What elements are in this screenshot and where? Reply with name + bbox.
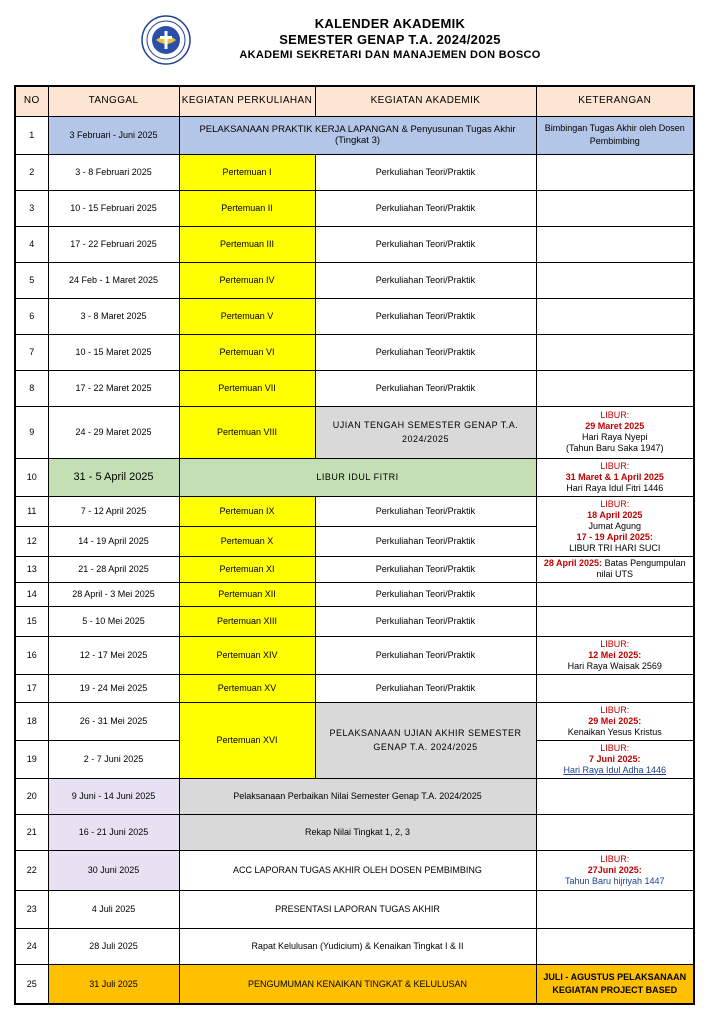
row-kegiatan-perkuliahan: Pertemuan XV xyxy=(179,674,315,702)
ket-desc: LIBUR TRI HARI SUCI xyxy=(569,542,661,553)
table-row xyxy=(15,496,694,526)
table-row xyxy=(15,262,694,298)
row-tanggal: 28 April - 3 Mei 2025 xyxy=(48,582,179,606)
ket-label: LIBUR: xyxy=(600,460,630,471)
row-kegiatan-perkuliahan: Pertemuan I xyxy=(179,154,315,190)
table-row xyxy=(15,190,694,226)
row-activity: LIBUR IDUL FITRI xyxy=(179,458,536,496)
row-no: 2 xyxy=(15,154,48,190)
row-tanggal: 3 Februari - Juni 2025 xyxy=(48,116,179,154)
row-no: 20 xyxy=(15,778,48,814)
row-keterangan xyxy=(536,226,694,262)
row-kegiatan-perkuliahan: Pertemuan VI xyxy=(179,334,315,370)
row-no: 16 xyxy=(15,636,48,674)
table-row xyxy=(15,458,694,496)
row-tanggal: 26 - 31 Mei 2025 xyxy=(48,702,179,740)
row-no: 19 xyxy=(15,740,48,778)
table-row xyxy=(15,606,694,636)
col-header-keterangan: KETERANGAN xyxy=(536,86,694,116)
table-row xyxy=(15,154,694,190)
table-row xyxy=(15,298,694,334)
title-line-1: KALENDER AKADEMIK xyxy=(314,16,466,31)
ket-date: 17 - 19 April 2025: xyxy=(576,531,653,542)
row-kegiatan-akademik: Perkuliahan Teori/Praktik xyxy=(315,334,536,370)
ket-desc: Hari Raya Nyepi xyxy=(581,432,648,442)
row-kegiatan-perkuliahan: Pertemuan IV xyxy=(179,262,315,298)
ket-desc: Jumat Agung xyxy=(588,520,642,531)
row-tanggal: 3 - 8 Februari 2025 xyxy=(48,154,179,190)
row-keterangan xyxy=(536,190,694,226)
row-no: 1 xyxy=(15,116,48,154)
row-no: 24 xyxy=(15,928,48,964)
col-header-kegiatan-akademik: KEGIATAN AKADEMIK xyxy=(315,86,536,116)
table-row xyxy=(15,334,694,370)
table-row xyxy=(15,702,694,740)
row-tanggal: 31 Juli 2025 xyxy=(48,964,179,1004)
ket-date: 29 Mei 2025: xyxy=(588,715,642,726)
ket-desc: Kenaikan Yesus Kristus xyxy=(567,726,662,737)
row-kegiatan-perkuliahan: Pertemuan X xyxy=(179,526,315,556)
row-kegiatan-akademik: PELAKSANAAN UJIAN AKHIR SEMESTER GENAP T.A. 2024/2025 xyxy=(315,702,536,778)
row-no: 11 xyxy=(15,496,48,526)
row-tanggal: 4 Juli 2025 xyxy=(48,890,179,928)
row-keterangan xyxy=(536,814,694,850)
row-tanggal: 24 - 29 Maret 2025 xyxy=(48,406,179,458)
ket-date: 31 Maret & 1 April 2025 xyxy=(565,471,664,482)
row-no: 25 xyxy=(15,964,48,1004)
ket-date: 7 Juni 2025: xyxy=(588,753,641,764)
row-keterangan xyxy=(536,636,694,674)
table-row xyxy=(15,370,694,406)
row-kegiatan-perkuliahan: Pertemuan V xyxy=(179,298,315,334)
row-kegiatan-perkuliahan: Pertemuan VII xyxy=(179,370,315,406)
table-row xyxy=(15,674,694,702)
row-no: 18 xyxy=(15,702,48,740)
row-kegiatan-akademik: Perkuliahan Teori/Praktik xyxy=(315,370,536,406)
row-no: 21 xyxy=(15,814,48,850)
ket-label: LIBUR: xyxy=(600,853,630,864)
ket-date: 29 Maret 2025 xyxy=(585,421,645,431)
row-kegiatan-akademik: Perkuliahan Teori/Praktik xyxy=(315,190,536,226)
row-kegiatan-perkuliahan: Pertemuan III xyxy=(179,226,315,262)
table-row xyxy=(15,226,694,262)
row-tanggal: 24 Feb - 1 Maret 2025 xyxy=(48,262,179,298)
ket-desc: Hari Raya Waisak 2569 xyxy=(567,660,662,671)
row-tanggal: 19 - 24 Mei 2025 xyxy=(48,674,179,702)
ket-label: LIBUR: xyxy=(600,498,630,509)
ket-label: LIBUR: xyxy=(600,704,630,715)
row-no: 17 xyxy=(15,674,48,702)
row-kegiatan-akademik: UJIAN TENGAH SEMESTER GENAP T.A. 2024/2025 xyxy=(315,406,536,458)
row-no: 12 xyxy=(15,526,48,556)
table-row xyxy=(15,814,694,850)
row-no: 5 xyxy=(15,262,48,298)
row-keterangan xyxy=(536,928,694,964)
row-tanggal: 31 - 5 April 2025 xyxy=(48,458,179,496)
table-row xyxy=(15,556,694,582)
academy-seal-logo xyxy=(140,14,192,66)
row-tanggal: 10 - 15 Februari 2025 xyxy=(48,190,179,226)
row-activity: PELAKSANAAN PRAKTIK KERJA LAPANGAN & Penyusunan Tugas Akhir (Tingkat 3) xyxy=(179,116,536,154)
table-row xyxy=(15,778,694,814)
row-kegiatan-perkuliahan: Pertemuan XVI xyxy=(179,702,315,778)
row-kegiatan-perkuliahan: Pertemuan II xyxy=(179,190,315,226)
row-no: 7 xyxy=(15,334,48,370)
row-keterangan xyxy=(536,740,694,778)
row-tanggal: 9 Juni - 14 Juni 2025 xyxy=(48,778,179,814)
row-tanggal: 3 - 8 Maret 2025 xyxy=(48,298,179,334)
row-activity: Pelaksanaan Perbaikan Nilai Semester Genap T.A. 2024/2025 xyxy=(179,778,536,814)
row-kegiatan-perkuliahan: Pertemuan VIII xyxy=(179,406,315,458)
ket-desc: (Tahun Baru Saka 1947) xyxy=(565,443,664,453)
row-kegiatan-akademik: Perkuliahan Teori/Praktik xyxy=(315,556,536,582)
row-keterangan xyxy=(536,458,694,496)
row-tanggal: 21 - 28 April 2025 xyxy=(48,556,179,582)
row-no: 22 xyxy=(15,850,48,890)
row-keterangan xyxy=(536,674,694,702)
ket-label: LIBUR: xyxy=(600,638,630,649)
col-header-no: NO xyxy=(15,86,48,116)
row-keterangan: JULI - AGUSTUS PELAKSANAAN KEGIATAN PROJECT BASED xyxy=(536,964,694,1004)
row-tanggal: 7 - 12 April 2025 xyxy=(48,496,179,526)
row-kegiatan-akademik: Perkuliahan Teori/Praktik xyxy=(315,154,536,190)
row-no: 15 xyxy=(15,606,48,636)
row-kegiatan-perkuliahan: Pertemuan XII xyxy=(179,582,315,606)
ket-label: LIBUR: xyxy=(600,742,630,753)
table-row xyxy=(15,890,694,928)
row-kegiatan-perkuliahan: Pertemuan XIII xyxy=(179,606,315,636)
row-kegiatan-perkuliahan: Pertemuan XI xyxy=(179,556,315,582)
ket-date: 18 April 2025 xyxy=(587,509,643,520)
row-kegiatan-akademik: Perkuliahan Teori/Praktik xyxy=(315,496,536,526)
row-kegiatan-perkuliahan: Pertemuan IX xyxy=(179,496,315,526)
row-kegiatan-akademik: Perkuliahan Teori/Praktik xyxy=(315,226,536,262)
row-keterangan xyxy=(536,890,694,928)
row-activity: ACC LAPORAN TUGAS AKHIR OLEH DOSEN PEMBIMBING xyxy=(179,850,536,890)
row-kegiatan-perkuliahan: Pertemuan XIV xyxy=(179,636,315,674)
row-tanggal: 10 - 15 Maret 2025 xyxy=(48,334,179,370)
row-tanggal: 14 - 19 April 2025 xyxy=(48,526,179,556)
row-tanggal: 5 - 10 Mei 2025 xyxy=(48,606,179,636)
title-line-2: SEMESTER GENAP T.A. 2024/2025 xyxy=(279,32,501,47)
table-row xyxy=(15,964,694,1004)
row-no: 10 xyxy=(15,458,48,496)
row-no: 9 xyxy=(15,406,48,458)
table-row xyxy=(15,850,694,890)
row-no: 4 xyxy=(15,226,48,262)
title-line-3: AKADEMI SEKRETARI DAN MANAJEMEN DON BOSCO xyxy=(239,49,541,61)
row-keterangan xyxy=(536,556,694,582)
row-keterangan xyxy=(536,334,694,370)
row-tanggal: 12 - 17 Mei 2025 xyxy=(48,636,179,674)
row-tanggal: 17 - 22 Maret 2025 xyxy=(48,370,179,406)
ket-desc: Hari Raya Idul Adha 1446 xyxy=(563,764,667,775)
row-kegiatan-akademik: Perkuliahan Teori/Praktik xyxy=(315,636,536,674)
row-keterangan xyxy=(536,606,694,636)
row-no: 3 xyxy=(15,190,48,226)
row-tanggal: 17 - 22 Februari 2025 xyxy=(48,226,179,262)
table-row xyxy=(15,406,694,458)
row-kegiatan-akademik: Perkuliahan Teori/Praktik xyxy=(315,526,536,556)
row-no: 23 xyxy=(15,890,48,928)
row-keterangan: Bimbingan Tugas Akhir oleh Dosen Pembimbing xyxy=(536,116,694,154)
row-keterangan xyxy=(536,406,694,458)
row-keterangan xyxy=(536,154,694,190)
row-no: 13 xyxy=(15,556,48,582)
row-kegiatan-akademik: Perkuliahan Teori/Praktik xyxy=(315,298,536,334)
row-activity: PRESENTASI LAPORAN TUGAS AKHIR xyxy=(179,890,536,928)
row-no: 14 xyxy=(15,582,48,606)
ket-desc: Batas Pengumpulan nilai UTS xyxy=(596,558,686,579)
row-tanggal: 28 Juli 2025 xyxy=(48,928,179,964)
ket-date: 12 Mei 2025: xyxy=(588,649,642,660)
row-keterangan xyxy=(536,370,694,406)
col-header-kegiatan-perkuliahan: KEGIATAN PERKULIAHAN xyxy=(179,86,315,116)
row-activity: PENGUMUMAN KENAIKAN TINGKAT & KELULUSAN xyxy=(179,964,536,1004)
row-keterangan xyxy=(536,582,694,606)
ket-label: LIBUR: xyxy=(600,410,630,420)
row-keterangan xyxy=(536,262,694,298)
row-keterangan xyxy=(536,496,694,556)
row-kegiatan-akademik: Perkuliahan Teori/Praktik xyxy=(315,582,536,606)
col-header-tanggal: TANGGAL xyxy=(48,86,179,116)
row-keterangan xyxy=(536,850,694,890)
row-activity: Rapat Kelulusan (Yudicium) & Kenaikan Tingkat I & II xyxy=(179,928,536,964)
row-kegiatan-akademik: Perkuliahan Teori/Praktik xyxy=(315,262,536,298)
ket-desc: Hari Raya Idul Fitri 1446 xyxy=(566,482,664,493)
table-row xyxy=(15,928,694,964)
ket-date: 28 April 2025: xyxy=(543,558,603,568)
ket-date: 27Juni 2025: xyxy=(587,864,642,875)
row-keterangan xyxy=(536,298,694,334)
row-no: 8 xyxy=(15,370,48,406)
row-tanggal: 30 Juni 2025 xyxy=(48,850,179,890)
row-kegiatan-akademik: Perkuliahan Teori/Praktik xyxy=(315,674,536,702)
table-row xyxy=(15,116,694,154)
table-header-row xyxy=(15,86,694,116)
table-row xyxy=(15,582,694,606)
row-no: 6 xyxy=(15,298,48,334)
row-kegiatan-akademik: Perkuliahan Teori/Praktik xyxy=(315,606,536,636)
row-keterangan xyxy=(536,702,694,740)
row-tanggal: 16 - 21 Juni 2025 xyxy=(48,814,179,850)
calendar-table xyxy=(14,85,695,1005)
document-header xyxy=(0,0,708,80)
ket-desc: Tahun Baru hijriyah 1447 xyxy=(564,875,665,886)
row-tanggal: 2 - 7 Juni 2025 xyxy=(48,740,179,778)
row-activity: Rekap Nilai Tingkat 1, 2, 3 xyxy=(179,814,536,850)
row-keterangan xyxy=(536,778,694,814)
table-row xyxy=(15,636,694,674)
